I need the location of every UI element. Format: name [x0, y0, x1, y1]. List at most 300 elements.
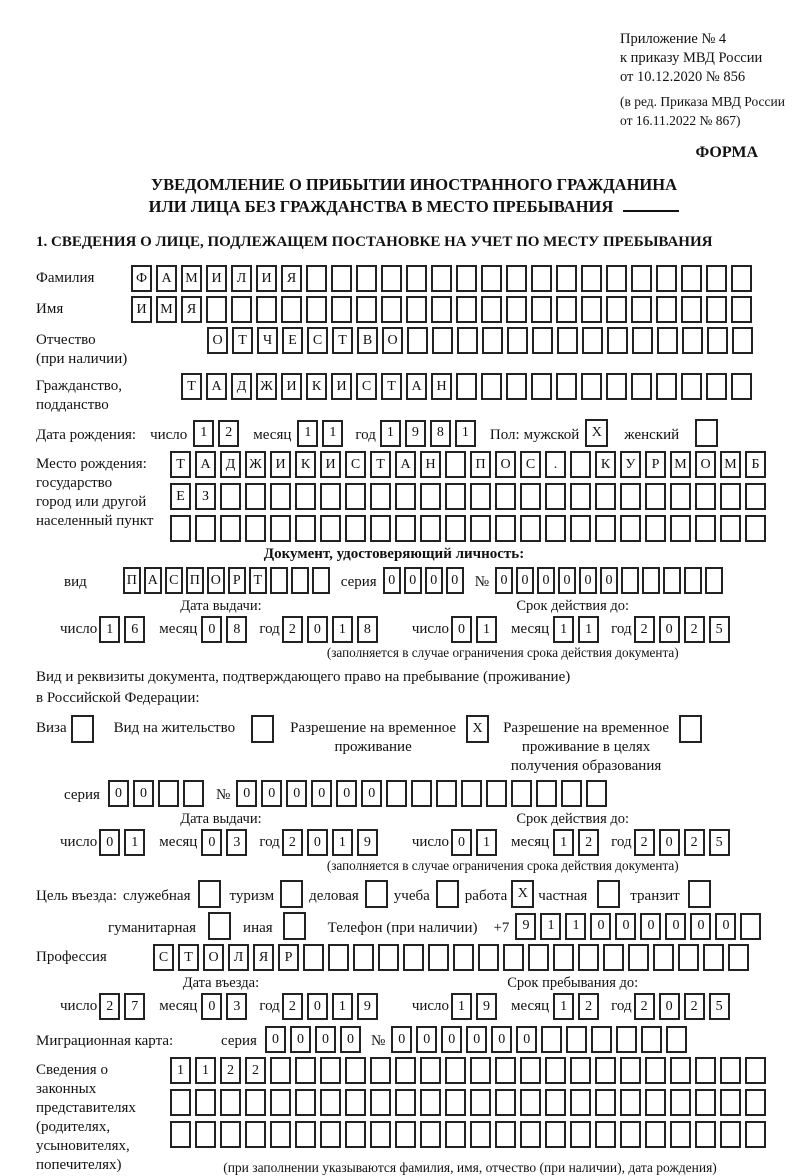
- char-cell[interactable]: А: [144, 567, 162, 594]
- char-cell[interactable]: 2: [220, 1057, 241, 1084]
- char-cell[interactable]: 2: [282, 616, 303, 643]
- char-cell[interactable]: Т: [181, 373, 202, 400]
- char-cell[interactable]: 9: [515, 913, 536, 940]
- char-cell[interactable]: [183, 780, 204, 807]
- char-cell[interactable]: [370, 515, 391, 542]
- char-cell[interactable]: [206, 296, 227, 323]
- char-cell[interactable]: [481, 373, 502, 400]
- char-cell[interactable]: [220, 1121, 241, 1148]
- char-cell[interactable]: [470, 1089, 491, 1116]
- char-cell[interactable]: [536, 780, 557, 807]
- checkbox[interactable]: [251, 715, 274, 743]
- char-cell[interactable]: [320, 1121, 341, 1148]
- char-cell[interactable]: [220, 1089, 241, 1116]
- char-cell[interactable]: К: [295, 451, 316, 478]
- checkbox[interactable]: [679, 715, 702, 743]
- char-cell[interactable]: [695, 515, 716, 542]
- char-cell[interactable]: 1: [193, 420, 214, 447]
- char-cell[interactable]: [432, 327, 453, 354]
- char-cell[interactable]: [453, 944, 474, 971]
- char-cell[interactable]: И: [281, 373, 302, 400]
- char-cell[interactable]: В: [357, 327, 378, 354]
- char-cell[interactable]: [170, 1121, 191, 1148]
- char-cell[interactable]: 0: [108, 780, 129, 807]
- char-cell[interactable]: [245, 515, 266, 542]
- char-cell[interactable]: [545, 483, 566, 510]
- char-cell[interactable]: 1: [553, 616, 574, 643]
- char-cell[interactable]: [403, 944, 424, 971]
- char-cell[interactable]: [561, 780, 582, 807]
- char-cell[interactable]: 2: [99, 993, 120, 1020]
- char-cell[interactable]: [270, 483, 291, 510]
- char-cell[interactable]: У: [620, 451, 641, 478]
- char-cell[interactable]: 2: [282, 993, 303, 1020]
- char-cell[interactable]: [620, 1121, 641, 1148]
- checkbox[interactable]: [71, 715, 94, 743]
- checkbox[interactable]: [688, 880, 711, 908]
- char-cell[interactable]: [645, 1121, 666, 1148]
- char-cell[interactable]: 0: [201, 993, 222, 1020]
- char-cell[interactable]: И: [270, 451, 291, 478]
- char-cell[interactable]: [370, 1089, 391, 1116]
- char-cell[interactable]: 1: [476, 829, 497, 856]
- char-cell[interactable]: Е: [282, 327, 303, 354]
- char-cell[interactable]: 0: [286, 780, 307, 807]
- char-cell[interactable]: Д: [231, 373, 252, 400]
- char-cell[interactable]: [586, 780, 607, 807]
- char-cell[interactable]: [631, 373, 652, 400]
- char-cell[interactable]: [486, 780, 507, 807]
- char-cell[interactable]: [731, 265, 752, 292]
- char-cell[interactable]: [641, 1026, 662, 1053]
- char-cell[interactable]: 0: [315, 1026, 336, 1053]
- char-cell[interactable]: 0: [600, 567, 618, 594]
- char-cell[interactable]: [395, 483, 416, 510]
- char-cell[interactable]: [570, 451, 591, 478]
- char-cell[interactable]: [728, 944, 749, 971]
- char-cell[interactable]: 0: [201, 829, 222, 856]
- char-cell[interactable]: [682, 327, 703, 354]
- char-cell[interactable]: [328, 944, 349, 971]
- char-cell[interactable]: 0: [307, 993, 328, 1020]
- char-cell[interactable]: [353, 944, 374, 971]
- char-cell[interactable]: С: [307, 327, 328, 354]
- char-cell[interactable]: [720, 515, 741, 542]
- char-cell[interactable]: [245, 1121, 266, 1148]
- char-cell[interactable]: 1: [99, 616, 120, 643]
- char-cell[interactable]: 1: [195, 1057, 216, 1084]
- char-cell[interactable]: [295, 1057, 316, 1084]
- char-cell[interactable]: 2: [684, 616, 705, 643]
- char-cell[interactable]: [445, 1089, 466, 1116]
- checkbox[interactable]: [283, 912, 306, 940]
- char-cell[interactable]: Т: [178, 944, 199, 971]
- char-cell[interactable]: [331, 265, 352, 292]
- char-cell[interactable]: Ф: [131, 265, 152, 292]
- checkbox[interactable]: X: [511, 880, 534, 908]
- char-cell[interactable]: [545, 1089, 566, 1116]
- char-cell[interactable]: 1: [553, 993, 574, 1020]
- char-cell[interactable]: [270, 515, 291, 542]
- char-cell[interactable]: П: [123, 567, 141, 594]
- char-cell[interactable]: [670, 483, 691, 510]
- char-cell[interactable]: [270, 567, 288, 594]
- char-cell[interactable]: [645, 515, 666, 542]
- char-cell[interactable]: [520, 1057, 541, 1084]
- char-cell[interactable]: [170, 515, 191, 542]
- char-cell[interactable]: [681, 373, 702, 400]
- char-cell[interactable]: [445, 515, 466, 542]
- char-cell[interactable]: [645, 483, 666, 510]
- char-cell[interactable]: [745, 483, 766, 510]
- char-cell[interactable]: 3: [226, 829, 247, 856]
- char-cell[interactable]: 7: [124, 993, 145, 1020]
- char-cell[interactable]: 0: [466, 1026, 487, 1053]
- char-cell[interactable]: 2: [684, 829, 705, 856]
- char-cell[interactable]: О: [207, 327, 228, 354]
- checkbox[interactable]: X: [466, 715, 489, 743]
- char-cell[interactable]: С: [345, 451, 366, 478]
- char-cell[interactable]: 2: [578, 993, 599, 1020]
- char-cell[interactable]: 8: [226, 616, 247, 643]
- char-cell[interactable]: [707, 327, 728, 354]
- char-cell[interactable]: 0: [340, 1026, 361, 1053]
- char-cell[interactable]: [678, 944, 699, 971]
- char-cell[interactable]: 0: [640, 913, 661, 940]
- char-cell[interactable]: Я: [281, 265, 302, 292]
- char-cell[interactable]: 5: [709, 829, 730, 856]
- char-cell[interactable]: [445, 1121, 466, 1148]
- char-cell[interactable]: 0: [425, 567, 443, 594]
- checkbox[interactable]: X: [585, 419, 608, 447]
- char-cell[interactable]: 1: [565, 913, 586, 940]
- char-cell[interactable]: [570, 1057, 591, 1084]
- char-cell[interactable]: [270, 1121, 291, 1148]
- char-cell[interactable]: [740, 913, 761, 940]
- char-cell[interactable]: [706, 296, 727, 323]
- char-cell[interactable]: И: [206, 265, 227, 292]
- char-cell[interactable]: 1: [332, 829, 353, 856]
- char-cell[interactable]: [481, 296, 502, 323]
- char-cell[interactable]: [295, 1121, 316, 1148]
- char-cell[interactable]: Л: [228, 944, 249, 971]
- char-cell[interactable]: С: [153, 944, 174, 971]
- char-cell[interactable]: 0: [491, 1026, 512, 1053]
- char-cell[interactable]: [295, 483, 316, 510]
- char-cell[interactable]: [370, 1057, 391, 1084]
- char-cell[interactable]: [520, 1121, 541, 1148]
- char-cell[interactable]: О: [203, 944, 224, 971]
- char-cell[interactable]: 1: [322, 420, 343, 447]
- char-cell[interactable]: [431, 265, 452, 292]
- char-cell[interactable]: М: [181, 265, 202, 292]
- char-cell[interactable]: [420, 483, 441, 510]
- char-cell[interactable]: С: [356, 373, 377, 400]
- char-cell[interactable]: [582, 327, 603, 354]
- char-cell[interactable]: И: [320, 451, 341, 478]
- char-cell[interactable]: [595, 515, 616, 542]
- char-cell[interactable]: 8: [357, 616, 378, 643]
- char-cell[interactable]: [578, 944, 599, 971]
- char-cell[interactable]: [557, 327, 578, 354]
- char-cell[interactable]: 2: [578, 829, 599, 856]
- char-cell[interactable]: [506, 296, 527, 323]
- char-cell[interactable]: 0: [446, 567, 464, 594]
- char-cell[interactable]: [320, 483, 341, 510]
- char-cell[interactable]: О: [382, 327, 403, 354]
- char-cell[interactable]: 9: [357, 829, 378, 856]
- char-cell[interactable]: [581, 265, 602, 292]
- char-cell[interactable]: 2: [282, 829, 303, 856]
- char-cell[interactable]: [303, 944, 324, 971]
- char-cell[interactable]: З: [195, 483, 216, 510]
- char-cell[interactable]: [256, 296, 277, 323]
- char-cell[interactable]: [420, 1057, 441, 1084]
- char-cell[interactable]: [445, 483, 466, 510]
- char-cell[interactable]: 0: [441, 1026, 462, 1053]
- char-cell[interactable]: [407, 327, 428, 354]
- char-cell[interactable]: [720, 1057, 741, 1084]
- char-cell[interactable]: [345, 515, 366, 542]
- char-cell[interactable]: [581, 373, 602, 400]
- char-cell[interactable]: 0: [615, 913, 636, 940]
- char-cell[interactable]: [481, 265, 502, 292]
- char-cell[interactable]: [291, 567, 309, 594]
- char-cell[interactable]: 0: [579, 567, 597, 594]
- char-cell[interactable]: [606, 296, 627, 323]
- char-cell[interactable]: [345, 1121, 366, 1148]
- char-cell[interactable]: 5: [709, 993, 730, 1020]
- char-cell[interactable]: 5: [709, 616, 730, 643]
- char-cell[interactable]: 2: [634, 829, 655, 856]
- char-cell[interactable]: А: [206, 373, 227, 400]
- char-cell[interactable]: Т: [381, 373, 402, 400]
- char-cell[interactable]: 2: [218, 420, 239, 447]
- char-cell[interactable]: [570, 1121, 591, 1148]
- char-cell[interactable]: [556, 373, 577, 400]
- char-cell[interactable]: [620, 1057, 641, 1084]
- char-cell[interactable]: .: [545, 451, 566, 478]
- char-cell[interactable]: [195, 1089, 216, 1116]
- char-cell[interactable]: [195, 1121, 216, 1148]
- char-cell[interactable]: [684, 567, 702, 594]
- char-cell[interactable]: 0: [416, 1026, 437, 1053]
- char-cell[interactable]: [220, 483, 241, 510]
- char-cell[interactable]: 3: [226, 993, 247, 1020]
- char-cell[interactable]: [531, 373, 552, 400]
- char-cell[interactable]: [745, 1121, 766, 1148]
- char-cell[interactable]: 0: [307, 829, 328, 856]
- char-cell[interactable]: 0: [391, 1026, 412, 1053]
- char-cell[interactable]: [566, 1026, 587, 1053]
- char-cell[interactable]: 0: [537, 567, 555, 594]
- char-cell[interactable]: [420, 1121, 441, 1148]
- char-cell[interactable]: И: [256, 265, 277, 292]
- char-cell[interactable]: [378, 944, 399, 971]
- char-cell[interactable]: [653, 944, 674, 971]
- char-cell[interactable]: [478, 944, 499, 971]
- char-cell[interactable]: [436, 780, 457, 807]
- char-cell[interactable]: [445, 451, 466, 478]
- char-cell[interactable]: [470, 1121, 491, 1148]
- char-cell[interactable]: [495, 1057, 516, 1084]
- char-cell[interactable]: 0: [659, 616, 680, 643]
- char-cell[interactable]: Т: [170, 451, 191, 478]
- char-cell[interactable]: 1: [578, 616, 599, 643]
- char-cell[interactable]: С: [165, 567, 183, 594]
- char-cell[interactable]: [520, 515, 541, 542]
- char-cell[interactable]: 1: [540, 913, 561, 940]
- char-cell[interactable]: 1: [170, 1057, 191, 1084]
- char-cell[interactable]: [545, 1121, 566, 1148]
- char-cell[interactable]: А: [395, 451, 416, 478]
- char-cell[interactable]: [745, 1057, 766, 1084]
- char-cell[interactable]: [628, 944, 649, 971]
- char-cell[interactable]: М: [720, 451, 741, 478]
- char-cell[interactable]: Ж: [256, 373, 277, 400]
- char-cell[interactable]: [306, 265, 327, 292]
- char-cell[interactable]: Р: [228, 567, 246, 594]
- char-cell[interactable]: 1: [455, 420, 476, 447]
- checkbox[interactable]: [365, 880, 388, 908]
- char-cell[interactable]: [431, 296, 452, 323]
- checkbox[interactable]: [208, 912, 231, 940]
- char-cell[interactable]: [645, 1057, 666, 1084]
- char-cell[interactable]: 0: [659, 829, 680, 856]
- char-cell[interactable]: 0: [516, 567, 534, 594]
- char-cell[interactable]: [656, 265, 677, 292]
- char-cell[interactable]: [495, 1089, 516, 1116]
- char-cell[interactable]: [312, 567, 330, 594]
- char-cell[interactable]: [620, 1089, 641, 1116]
- char-cell[interactable]: П: [470, 451, 491, 478]
- char-cell[interactable]: [520, 483, 541, 510]
- char-cell[interactable]: [295, 1089, 316, 1116]
- char-cell[interactable]: [370, 1121, 391, 1148]
- char-cell[interactable]: 0: [715, 913, 736, 940]
- char-cell[interactable]: [320, 515, 341, 542]
- char-cell[interactable]: [570, 1089, 591, 1116]
- char-cell[interactable]: [320, 1057, 341, 1084]
- char-cell[interactable]: [620, 515, 641, 542]
- char-cell[interactable]: Т: [249, 567, 267, 594]
- char-cell[interactable]: 1: [451, 993, 472, 1020]
- char-cell[interactable]: [420, 1089, 441, 1116]
- char-cell[interactable]: [656, 373, 677, 400]
- char-cell[interactable]: [406, 265, 427, 292]
- char-cell[interactable]: [381, 296, 402, 323]
- char-cell[interactable]: [457, 327, 478, 354]
- char-cell[interactable]: Р: [645, 451, 666, 478]
- char-cell[interactable]: [528, 944, 549, 971]
- char-cell[interactable]: [395, 1057, 416, 1084]
- char-cell[interactable]: [681, 296, 702, 323]
- char-cell[interactable]: О: [695, 451, 716, 478]
- char-cell[interactable]: [695, 1121, 716, 1148]
- char-cell[interactable]: [170, 1089, 191, 1116]
- char-cell[interactable]: 0: [236, 780, 257, 807]
- char-cell[interactable]: [245, 1089, 266, 1116]
- char-cell[interactable]: [705, 567, 723, 594]
- checkbox[interactable]: [597, 880, 620, 908]
- char-cell[interactable]: 0: [133, 780, 154, 807]
- char-cell[interactable]: [595, 1057, 616, 1084]
- char-cell[interactable]: Т: [232, 327, 253, 354]
- char-cell[interactable]: [731, 296, 752, 323]
- char-cell[interactable]: О: [495, 451, 516, 478]
- char-cell[interactable]: [295, 515, 316, 542]
- checkbox[interactable]: [198, 880, 221, 908]
- char-cell[interactable]: 0: [659, 993, 680, 1020]
- char-cell[interactable]: [395, 515, 416, 542]
- char-cell[interactable]: [395, 1089, 416, 1116]
- char-cell[interactable]: 0: [265, 1026, 286, 1053]
- char-cell[interactable]: И: [331, 373, 352, 400]
- char-cell[interactable]: [656, 296, 677, 323]
- char-cell[interactable]: И: [131, 296, 152, 323]
- char-cell[interactable]: [720, 1089, 741, 1116]
- char-cell[interactable]: [461, 780, 482, 807]
- char-cell[interactable]: [470, 515, 491, 542]
- char-cell[interactable]: [657, 327, 678, 354]
- char-cell[interactable]: 1: [124, 829, 145, 856]
- char-cell[interactable]: [456, 265, 477, 292]
- char-cell[interactable]: [603, 944, 624, 971]
- char-cell[interactable]: П: [186, 567, 204, 594]
- char-cell[interactable]: [495, 483, 516, 510]
- char-cell[interactable]: Р: [278, 944, 299, 971]
- char-cell[interactable]: [642, 567, 660, 594]
- char-cell[interactable]: [695, 1057, 716, 1084]
- char-cell[interactable]: 0: [451, 616, 472, 643]
- char-cell[interactable]: [406, 296, 427, 323]
- char-cell[interactable]: 0: [665, 913, 686, 940]
- char-cell[interactable]: К: [306, 373, 327, 400]
- char-cell[interactable]: [595, 1089, 616, 1116]
- char-cell[interactable]: [420, 515, 441, 542]
- char-cell[interactable]: 0: [261, 780, 282, 807]
- char-cell[interactable]: Б: [745, 451, 766, 478]
- char-cell[interactable]: [270, 1089, 291, 1116]
- char-cell[interactable]: [470, 483, 491, 510]
- char-cell[interactable]: [345, 1057, 366, 1084]
- char-cell[interactable]: 1: [380, 420, 401, 447]
- char-cell[interactable]: М: [156, 296, 177, 323]
- char-cell[interactable]: [621, 567, 639, 594]
- char-cell[interactable]: [381, 265, 402, 292]
- char-cell[interactable]: [720, 483, 741, 510]
- char-cell[interactable]: Л: [231, 265, 252, 292]
- char-cell[interactable]: [556, 296, 577, 323]
- char-cell[interactable]: 0: [201, 616, 222, 643]
- char-cell[interactable]: [456, 296, 477, 323]
- char-cell[interactable]: [720, 1121, 741, 1148]
- char-cell[interactable]: [411, 780, 432, 807]
- char-cell[interactable]: [456, 373, 477, 400]
- char-cell[interactable]: 0: [516, 1026, 537, 1053]
- char-cell[interactable]: 2: [634, 616, 655, 643]
- char-cell[interactable]: [531, 265, 552, 292]
- char-cell[interactable]: [520, 1089, 541, 1116]
- char-cell[interactable]: [356, 296, 377, 323]
- char-cell[interactable]: [541, 1026, 562, 1053]
- char-cell[interactable]: [616, 1026, 637, 1053]
- char-cell[interactable]: [581, 296, 602, 323]
- char-cell[interactable]: [320, 1089, 341, 1116]
- char-cell[interactable]: [620, 483, 641, 510]
- char-cell[interactable]: 0: [404, 567, 422, 594]
- char-cell[interactable]: [356, 265, 377, 292]
